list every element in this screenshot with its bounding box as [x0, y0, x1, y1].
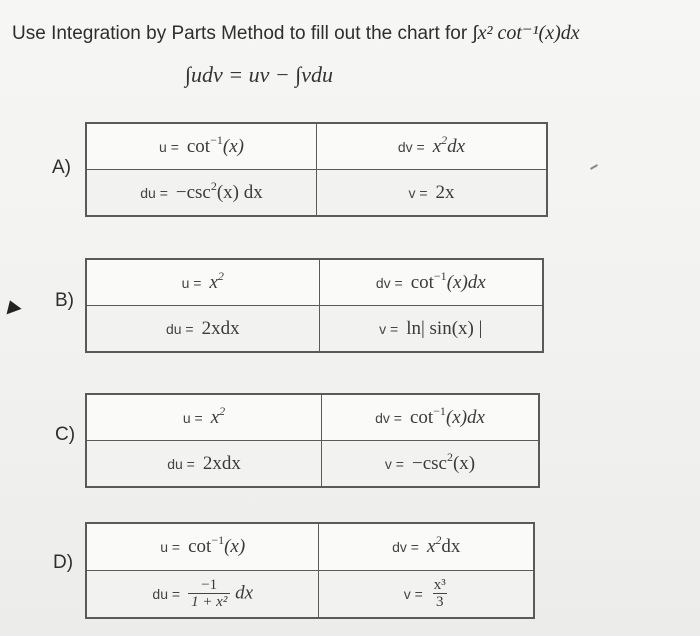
option-b-label[interactable]: B) — [55, 290, 74, 311]
option-a-v-cell — [317, 170, 548, 217]
option-a-u-value: $\cot^{-1}(x)$ — [186, 132, 244, 157]
option-d-table — [85, 522, 535, 619]
option-a-dv-value: $x^2dx$ — [432, 132, 466, 157]
option-b-u-cell — [86, 259, 319, 306]
option-c-u-value: $x^2$ — [210, 403, 226, 428]
option-c-u-cell — [86, 394, 322, 441]
option-b-dv-value: $\cot^{-1}(x)dx$ — [410, 268, 486, 293]
option-d-u-cell — [86, 523, 319, 571]
option-c-v-cell — [322, 441, 539, 488]
option-a-du-cell — [86, 170, 317, 217]
option-b-u-value: $x^2$ — [209, 268, 224, 293]
du-label: du = — [140, 184, 168, 201]
u-label: u = — [182, 409, 203, 426]
du-label: du = — [165, 320, 194, 337]
option-a-label[interactable]: A) — [52, 157, 71, 178]
option-d-u-value: $\cot^{-1}(x)$ — [188, 533, 246, 557]
question-integrand: x² cot⁻¹(x)dx — [477, 22, 580, 44]
option-a-du-value: $-\csc^2(x)$ dx — [175, 178, 263, 203]
option-a-table — [85, 122, 548, 217]
option-d-dv-cell — [319, 523, 534, 571]
option-c-du-value: 2xdx — [202, 452, 241, 474]
u-label: u = — [160, 539, 181, 555]
v-label: v = — [403, 586, 423, 602]
cursor-arrow-icon — [2, 298, 21, 315]
dv-label: dv = — [375, 274, 403, 291]
option-c-label[interactable]: C) — [55, 424, 76, 445]
option-c-dv-value: $\cot^{-1}(x)dx$ — [409, 403, 485, 428]
option-d-du-cell — [86, 571, 319, 619]
v-label: v = — [408, 184, 428, 201]
v-label: v = — [379, 320, 399, 337]
integration-by-parts-formula: ∫udv = uv − ∫vdu — [185, 62, 334, 87]
dv-label: dv = — [375, 409, 402, 426]
option-d-v-value: $\frac{\text{x³}}{3}$ — [433, 577, 446, 610]
option-a-v-value: 2x — [435, 181, 455, 203]
dv-label: dv = — [392, 539, 419, 555]
du-label: du = — [167, 455, 195, 472]
option-d-du-value: $\frac{-1}{\text{1 + x²}}$ dx — [188, 578, 253, 610]
question-text — [12, 20, 692, 45]
u-label: u = — [181, 274, 202, 291]
option-d-dv-value: $x^2dx$ — [426, 533, 461, 557]
du-label: du = — [152, 586, 181, 602]
v-label: v = — [384, 455, 404, 472]
option-b-table — [85, 258, 544, 353]
option-c-v-value: $-\csc^2(x)$ — [411, 449, 476, 474]
u-label: u = — [159, 138, 179, 155]
option-c-dv-cell — [322, 394, 539, 441]
option-a-dv-cell — [317, 123, 548, 170]
option-b-du-value: 2xdx — [201, 317, 240, 339]
option-c-du-cell — [86, 441, 322, 488]
option-d-label[interactable]: D) — [53, 552, 74, 573]
dv-label: dv = — [397, 138, 425, 155]
option-b-v-cell — [319, 306, 543, 353]
option-d-v-cell — [319, 571, 534, 619]
option-b-du-cell — [86, 306, 319, 353]
option-b-dv-cell — [319, 259, 543, 306]
option-b-v-value: ln| sin(x) | — [406, 317, 483, 339]
option-c-table — [85, 393, 540, 488]
question-prefix: Use Integration by Parts Method to fill out the chart for ∫ — [12, 23, 478, 44]
option-a-u-cell — [86, 123, 317, 170]
pen-mark — [590, 164, 598, 170]
